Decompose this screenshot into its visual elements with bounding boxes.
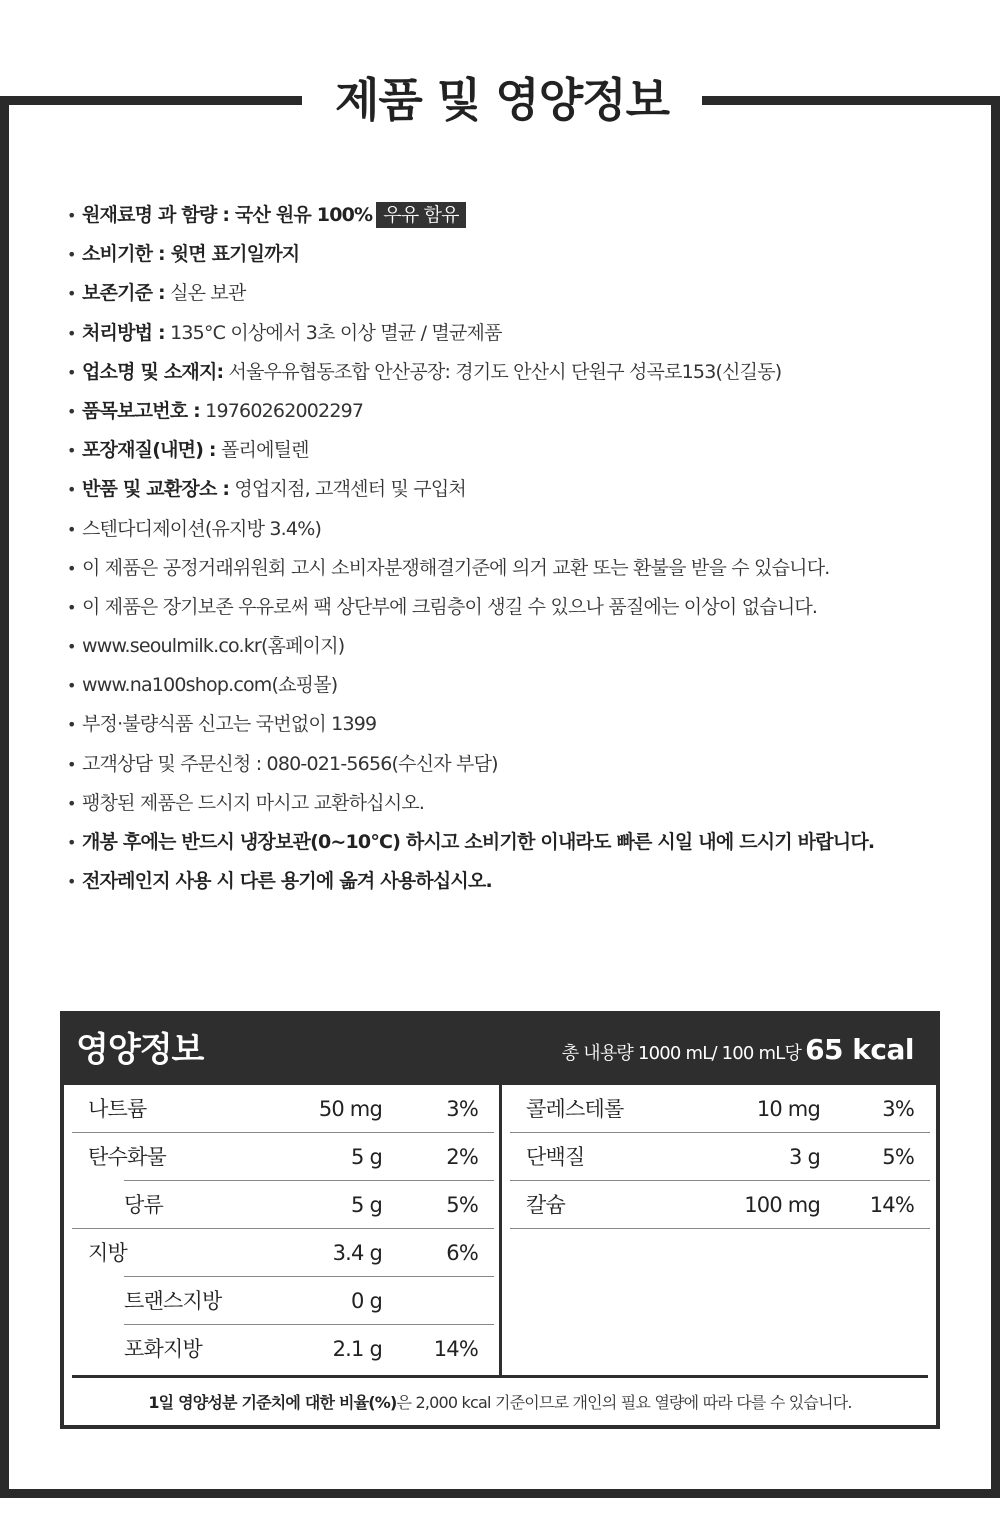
nutrient-name: 칼슘 (526, 1193, 565, 1217)
nutrient-name: 콜레스테롤 (526, 1097, 624, 1121)
nutrient-row-saturated-fat (72, 1325, 494, 1373)
info-value: 고객상담 및 주문신청 : 080-021-5656(수신자 부담) (82, 752, 498, 775)
nutrient-amount: 3.4 g (332, 1241, 382, 1265)
nutrient-percent: 5% (882, 1145, 914, 1169)
nutrient-row-fat (72, 1229, 494, 1277)
nutrient-amount: 5 g (351, 1193, 382, 1217)
info-item-report-hotline (64, 705, 944, 744)
allergy-tag: 우유 함유 (376, 202, 465, 228)
info-label: 품목보고번호 : (82, 399, 200, 422)
nutrient-amount: 50 mg (318, 1097, 382, 1121)
nutrient-row-trans-fat (72, 1277, 494, 1325)
nutrient-amount: 2.1 g (332, 1337, 382, 1361)
nutrient-row-protein (510, 1133, 930, 1181)
info-item-shop (64, 666, 944, 705)
info-item-expiry (64, 235, 944, 274)
info-item-manufacturer (64, 353, 944, 392)
info-label: 원재료명 과 함량 : 국산 원유 100% (82, 204, 373, 226)
nutrient-percent: 3% (446, 1097, 478, 1121)
info-item-packaging (64, 431, 944, 470)
nutrient-row-sodium (72, 1085, 494, 1133)
info-value: 135°C 이상에서 3초 이상 멸균 / 멸균제품 (164, 321, 502, 344)
info-item-standardization (64, 510, 944, 549)
info-value: 이 제품은 장기보존 우유로써 팩 상단부에 크림층이 생길 수 있으나 품질에는 이상이 없습니다. (82, 595, 818, 618)
nutrient-name: 지방 (88, 1241, 127, 1265)
nutrition-right-column (510, 1085, 930, 1229)
info-item-customer-service (64, 745, 944, 784)
info-value: 실온 보관 (164, 282, 246, 305)
footnote-text: 은 2,000 kcal 기준이므로 개인의 필요 열량에 따라 다를 수 있습니다. (396, 1393, 852, 1412)
footer-divider (72, 1375, 928, 1378)
shop-link[interactable]: www.na100shop.com(쇼핑몰) (82, 674, 338, 697)
frame-top-right-bar (702, 96, 1000, 105)
frame-top-left-bar (0, 96, 302, 105)
nutrient-name: 포화지방 (124, 1337, 202, 1361)
nutrient-amount: 10 mg (756, 1097, 820, 1121)
column-divider (499, 1085, 502, 1375)
info-label: 반품 및 교환장소 : (82, 478, 230, 501)
nutrient-name: 탄수화물 (88, 1145, 166, 1169)
info-value: 서울우유협동조합 안산공장: 경기도 안산시 단원구 성곡로153(신길동) (223, 360, 782, 383)
product-info-list (64, 196, 944, 901)
info-item-storage (64, 274, 944, 313)
nutrient-amount: 5 g (351, 1145, 382, 1169)
nutrient-amount: 0 g (351, 1289, 382, 1313)
nutrient-amount: 100 mg (744, 1193, 820, 1217)
info-item-report-number (64, 392, 944, 431)
nutrient-percent: 14% (433, 1337, 478, 1361)
nutrition-title: 영양정보 (76, 1030, 204, 1070)
info-label: 포장재질(내면) : (82, 439, 216, 462)
page-title: 제품 및 영양정보 (334, 73, 670, 127)
info-item-returns (64, 470, 944, 509)
info-value: 팽창된 제품은 드시지 마시고 교환하십시오. (82, 791, 425, 814)
nutrient-name: 당류 (124, 1193, 163, 1217)
info-label: 전자레인지 사용 시 다른 용기에 옮겨 사용하십시오. (82, 870, 492, 893)
homepage-link[interactable]: www.seoulmilk.co.kr(홈페이지) (82, 635, 345, 658)
nutrient-name: 트랜스지방 (124, 1289, 222, 1313)
nutrient-name: 단백질 (526, 1145, 585, 1169)
nutrient-name: 나트륨 (88, 1097, 147, 1121)
info-item-ingredients (64, 196, 944, 235)
nutrition-facts-panel (60, 1011, 940, 1429)
nutrition-left-column (72, 1085, 494, 1373)
nutrition-header (64, 1015, 936, 1085)
info-item-swollen-notice (64, 784, 944, 823)
info-item-cream-notice (64, 588, 944, 627)
info-label: 보존기준 : (82, 282, 165, 305)
info-value: 19760262002297 (199, 399, 364, 422)
info-label: 업소명 및 소재지: (82, 360, 224, 383)
nutrient-row-carbohydrate (72, 1133, 494, 1181)
calories-value: 65 kcal (805, 1033, 914, 1066)
nutrient-percent: 5% (446, 1193, 478, 1217)
info-value: 영업지점, 고객센터 및 구입처 (229, 478, 466, 501)
nutrition-footnote (64, 1380, 936, 1425)
nutrient-row-calcium (510, 1181, 930, 1229)
info-value: 폴리에틸렌 (215, 439, 309, 462)
footnote-bold: 1일 영양성분 기준치에 대한 비율(%) (148, 1393, 397, 1412)
info-value: 이 제품은 공정거래위원회 고시 소비자분쟁해결기준에 의거 교환 또는 환불을 받을 수 있습니다. (82, 556, 830, 579)
nutrient-percent: 2% (446, 1145, 478, 1169)
nutrient-percent: 14% (869, 1193, 914, 1217)
info-item-microwave-notice (64, 862, 944, 901)
nutrient-percent: 6% (446, 1241, 478, 1265)
total-content-text: 총 내용량 1000 mL/ 100 mL당 (561, 1043, 802, 1064)
info-item-processing (64, 314, 944, 353)
info-item-refrigerate-notice (64, 823, 944, 862)
info-item-refund-notice (64, 549, 944, 588)
info-label: 처리방법 : (82, 321, 165, 344)
row-divider (510, 1228, 930, 1229)
nutrient-row-cholesterol (510, 1085, 930, 1133)
info-item-homepage (64, 627, 944, 666)
info-label: 개봉 후에는 반드시 냉장보관(0~10°C) 하시고 소비기한 이내라도 빠른 시일 내에 드시기 바랍니다. (82, 831, 875, 853)
nutrient-row-sugars (72, 1181, 494, 1229)
nutrition-total (562, 1025, 914, 1079)
info-value: 스텐다디제이션(유지방 3.4%) (82, 517, 322, 540)
info-value: 부정·불량식품 신고는 국번없이 1399 (82, 713, 377, 736)
nutrient-amount: 3 g (789, 1145, 820, 1169)
nutrient-percent: 3% (882, 1097, 914, 1121)
info-label: 소비기한 : 윗면 표기일까지 (82, 243, 300, 266)
